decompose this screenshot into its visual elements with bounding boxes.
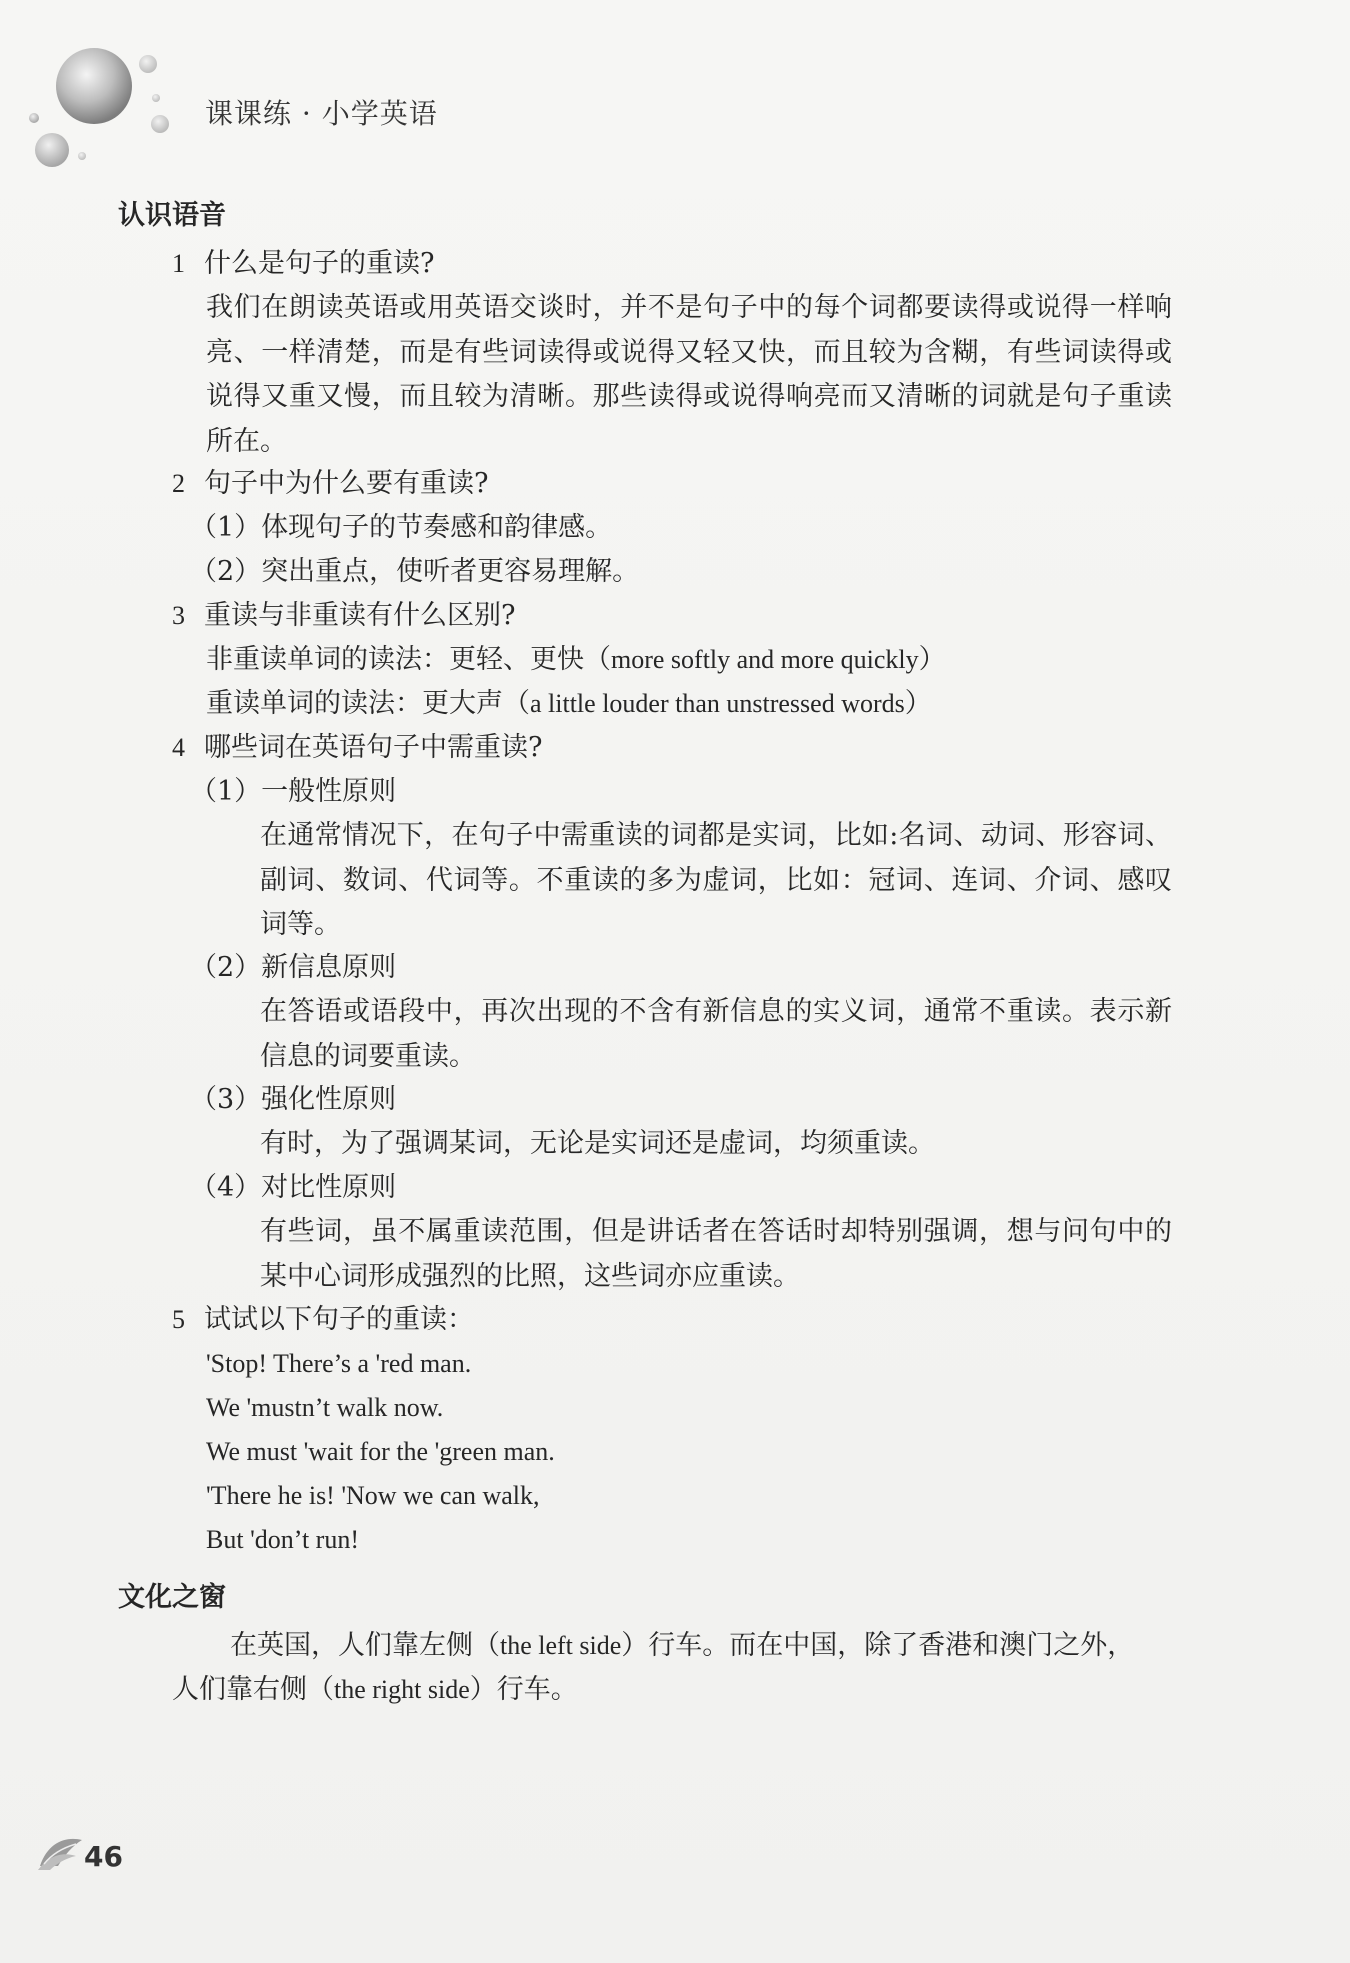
rule-1-body: 在通常情况下，在句子中需重读的词都是实词，比如:名词、动词、形容词、副词、数词、代词等。不重读的多为虚词，比如：冠词、连词、介词、感叹词等。 xyxy=(260,820,1172,941)
practice-sentence: We must 'wait for the 'green man. xyxy=(206,1437,555,1466)
rule-1-title: （1）一般性原则 xyxy=(190,776,397,807)
question-1-body: 我们在朗读英语或用英语交谈时，并不是句子中的每个词都要读得或说得一样响亮、一样清楚，而是有些词读得或说得又轻又快，而且较为含糊，有些词读得或说得又重又慢，而且较为清晰。那些读得或说得响亮而又清晰的词就是句子重读所在。 xyxy=(206,292,1172,457)
section-title-culture: 文化之窗 xyxy=(118,1582,226,1613)
culture-text: ）行车。 xyxy=(469,1674,578,1705)
question-number: 3 xyxy=(172,601,185,630)
question-3-heading xyxy=(172,598,515,634)
question-title: 试试以下句子的重读： xyxy=(204,1304,474,1335)
question-2-item-2: （2）突出重点，使听者更容易理解。 xyxy=(190,556,640,587)
question-title: 什么是句子的重读? xyxy=(204,248,435,279)
page-number: 46 xyxy=(84,1840,123,1873)
question-number: 1 xyxy=(172,249,185,278)
stressed-reading-line xyxy=(206,686,932,722)
unstressed-reading-line xyxy=(206,642,946,678)
culture-text: ）行车。而在中国，除了香港和澳门之外， xyxy=(621,1630,1135,1661)
culture-line-2 xyxy=(172,1672,578,1708)
question-title: 哪些词在英语句子中需重读? xyxy=(204,732,543,763)
question-5-heading xyxy=(172,1302,474,1338)
question-4-heading xyxy=(172,730,542,766)
leaf-decoration-icon xyxy=(36,1832,86,1872)
unstressed-label: 非重读单词的读法：更轻、更快（ xyxy=(206,644,611,675)
question-title: 重读与非重读有什么区别? xyxy=(204,600,516,631)
question-number: 5 xyxy=(172,1305,185,1334)
stressed-english: a little louder than unstressed words xyxy=(530,689,905,718)
culture-text: 人们靠右侧（ xyxy=(172,1674,334,1705)
running-head: 课课练 · 小学英语 xyxy=(205,97,438,130)
bubble-decoration-icon xyxy=(28,40,188,180)
rule-4-body: 有些词，虽不属重读范围，但是讲话者在答话时却特别强调，想与问句中的某中心词形成强烈的比照，这些词亦应重读。 xyxy=(260,1216,1172,1292)
question-1-heading xyxy=(172,246,434,282)
rule-4-title: （4）对比性原则 xyxy=(190,1172,397,1203)
culture-english: the left side xyxy=(500,1631,622,1660)
question-title: 句子中为什么要有重读? xyxy=(204,468,489,499)
unstressed-english: more softly and more quickly xyxy=(611,645,919,674)
close-paren: ） xyxy=(918,644,946,675)
close-paren: ） xyxy=(904,688,932,719)
question-2-heading xyxy=(172,466,488,502)
rule-2-body: 在答语或语段中，再次出现的不含有新信息的实义词，通常不重读。表示新信息的词要重读。 xyxy=(260,996,1172,1072)
stressed-label: 重读单词的读法：更大声（ xyxy=(206,688,530,719)
practice-sentence: 'Stop! There’s a 'red man. xyxy=(206,1349,472,1378)
rule-3-body: 有时，为了强调某词，无论是实词还是虚词，均须重读。 xyxy=(260,1128,935,1159)
practice-sentence: We 'mustn’t walk now. xyxy=(206,1393,444,1422)
culture-line-1 xyxy=(230,1628,1134,1664)
rule-3-title: （3）强化性原则 xyxy=(190,1084,397,1115)
practice-sentence: But 'don’t run! xyxy=(206,1525,359,1554)
question-number: 4 xyxy=(172,733,185,762)
question-number: 2 xyxy=(172,469,185,498)
culture-text: 在英国，人们靠左侧（ xyxy=(230,1630,500,1661)
practice-sentence: 'There he is! 'Now we can walk, xyxy=(206,1481,540,1510)
question-2-item-1: （1）体现句子的节奏感和韵律感。 xyxy=(190,512,613,543)
culture-english: the right side xyxy=(334,1675,470,1704)
rule-2-title: （2）新信息原则 xyxy=(190,952,397,983)
section-title-phonics: 认识语音 xyxy=(118,200,226,231)
